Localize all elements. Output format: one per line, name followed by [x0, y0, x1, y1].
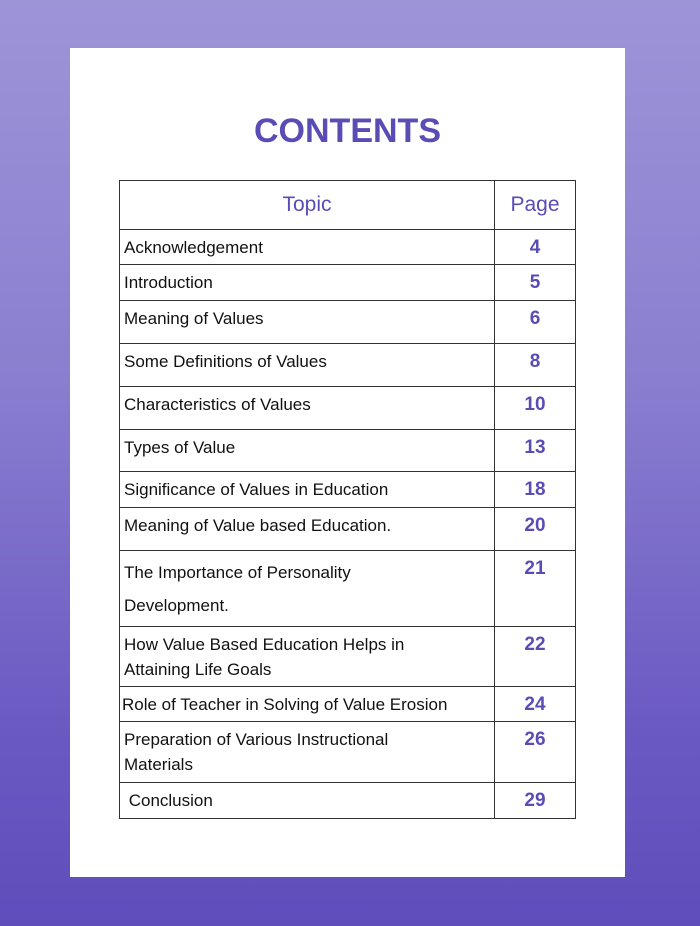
- header-page: Page: [495, 181, 576, 230]
- topic-cell: Significance of Values in Education: [120, 472, 495, 508]
- topic-cell: Preparation of Various Instructional Materials: [120, 722, 495, 783]
- table-row: [120, 265, 576, 301]
- table-row: [120, 230, 576, 265]
- table-row: [120, 783, 576, 819]
- page-number-cell: 6: [495, 301, 576, 344]
- page-number-cell: 24: [495, 687, 576, 722]
- table-row: [120, 627, 576, 687]
- table-row: [120, 722, 576, 783]
- topic-cell: Types of Value: [120, 430, 495, 472]
- table-row: [120, 551, 576, 627]
- page-number-cell: 8: [495, 344, 576, 387]
- table-row: [120, 301, 576, 344]
- table-header-row: [120, 181, 576, 230]
- table-row: [120, 687, 576, 722]
- page-number-cell: 22: [495, 627, 576, 687]
- page-number-cell: 10: [495, 387, 576, 430]
- topic-cell: Meaning of Value based Education.: [120, 508, 495, 551]
- page-number-cell: 13: [495, 430, 576, 472]
- page-number-cell: 18: [495, 472, 576, 508]
- header-topic: Topic: [120, 181, 495, 230]
- page-number-cell: 5: [495, 265, 576, 301]
- topic-cell: Characteristics of Values: [120, 387, 495, 430]
- topic-cell: Conclusion: [120, 783, 495, 819]
- table-row: [120, 387, 576, 430]
- topic-cell: Acknowledgement: [120, 230, 495, 265]
- table-row: [120, 508, 576, 551]
- topic-cell: How Value Based Education Helps in Attaining Life Goals: [120, 627, 495, 687]
- page-number-cell: 4: [495, 230, 576, 265]
- topic-cell: Role of Teacher in Solving of Value Erosion: [120, 687, 495, 722]
- page-title: CONTENTS: [254, 112, 441, 150]
- table-row: [120, 344, 576, 387]
- page-number-cell: 26: [495, 722, 576, 783]
- table-row: [120, 472, 576, 508]
- topic-cell: Meaning of Values: [120, 301, 495, 344]
- page-number-cell: 29: [495, 783, 576, 819]
- document-page: [70, 48, 625, 877]
- topic-cell: Introduction: [120, 265, 495, 301]
- topic-cell: Some Definitions of Values: [120, 344, 495, 387]
- topic-cell: The Importance of Personality Development.: [120, 551, 495, 627]
- page-number-cell: 20: [495, 508, 576, 551]
- page-number-cell: 21: [495, 551, 576, 627]
- table-row: [120, 430, 576, 472]
- contents-table: [119, 180, 576, 819]
